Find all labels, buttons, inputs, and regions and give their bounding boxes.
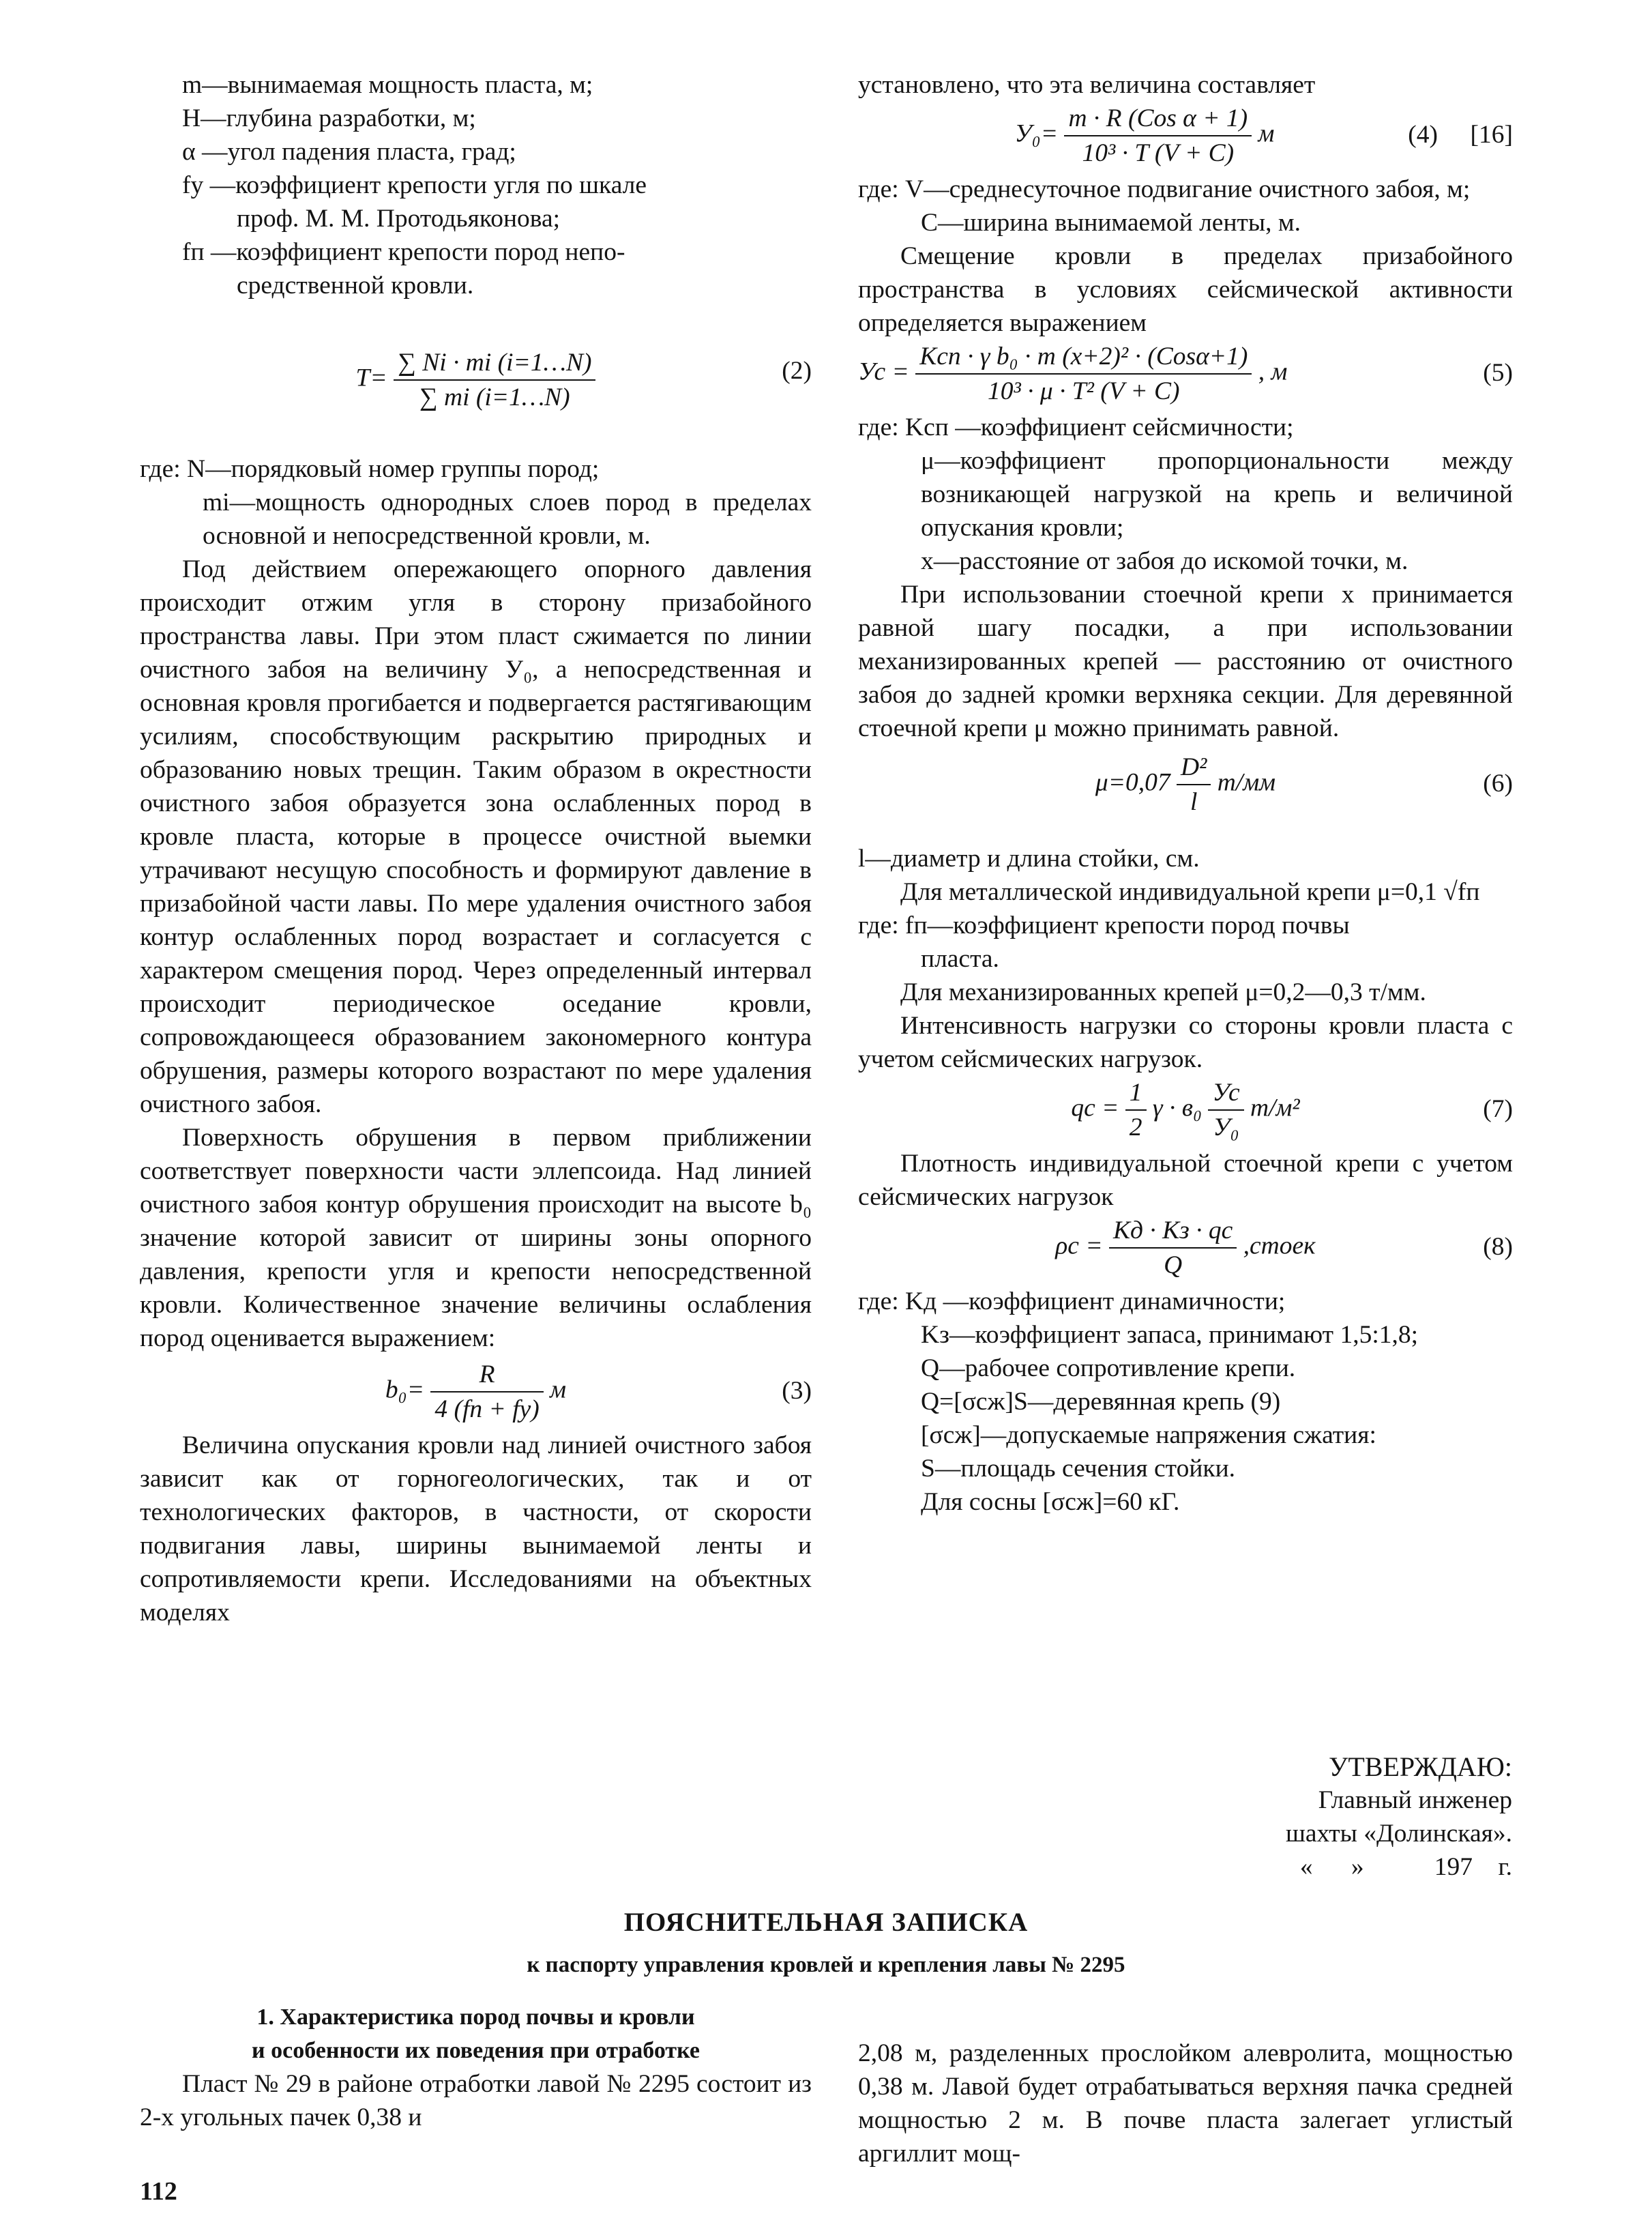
equation-6 (858, 750, 1513, 821)
eq7-unit: т/м² (1250, 1094, 1300, 1122)
eq7-lhs: qс = (1071, 1094, 1119, 1122)
equation-2 (140, 312, 812, 448)
eq5-unit: , м (1258, 358, 1288, 386)
def-line: H—глубина разработки, м; (182, 104, 476, 132)
where-line: где: N—порядковый номер группы пород; (140, 455, 600, 483)
eq8-fraction (1109, 1214, 1237, 1282)
approval-line-2: шахты «Долинская». (1285, 1820, 1512, 1848)
where-line: [σсж]—допускаемые напряжения сжатия: (921, 1421, 1376, 1449)
eq4-reference: [16] (1470, 121, 1513, 149)
eq4-fraction (1064, 102, 1252, 170)
approval-line-1: Главный инженер (1318, 1786, 1512, 1814)
section-subtitle: к паспорту управления кровлей и крепления лавы № 2295 (527, 1953, 1125, 1977)
where-line: C—ширина вынимаемой ленты, м. (921, 209, 1301, 237)
eq3-numerator: R (430, 1358, 543, 1393)
def-line: fу —коэффициент крепости угля по шкале (182, 171, 647, 199)
paragraph: Пласт № 29 в районе отработки лавой № 2295 состоит из 2-х угольных пачек 0,38 и (140, 2070, 812, 2131)
eq4-numerator: m · R (Cos α + 1) (1064, 102, 1252, 136)
def-line: m—вынимаемая мощность пласта, м; (182, 71, 593, 99)
eq2-lhs: T= (355, 364, 387, 392)
eq2-number: (2) (782, 357, 812, 385)
eq7-half-numerator: 1 (1125, 1076, 1147, 1111)
eq7-denominator: У₀ (1213, 1113, 1239, 1141)
def-line: проф. М. М. Протодьяконова; (237, 205, 561, 233)
where-line: x—расстояние от забоя до искомой точки, м. (921, 547, 1408, 575)
eq5-fraction (915, 340, 1252, 408)
def-line: fп —коэффициент крепости пород непо- (182, 238, 625, 266)
eq4-lhs: У₀= (1014, 119, 1059, 148)
eq3-number: (3) (782, 1377, 812, 1405)
eq7-middle: γ · в₀ (1152, 1094, 1203, 1122)
eq7-half-fraction (1125, 1076, 1147, 1144)
bottom-left-column (140, 2000, 812, 2134)
where-line: mi—мощность однородных слоев пород в пределах основной и непосредственной кровли, м. (203, 489, 812, 550)
right-column (858, 68, 1513, 1519)
eq5-numerator: Kсп · γ b₀ · m (x+2)² · (Cosα+1) (915, 340, 1252, 375)
eq6-unit: т/мм (1217, 768, 1276, 797)
eq4-denominator: 10³ · T (V + C) (1082, 139, 1235, 167)
approval-date-line: « » 197 г. (1299, 1853, 1512, 1881)
eq4-unit: м (1258, 119, 1275, 148)
eq4-number: (4) (1408, 121, 1438, 149)
eq8-number: (8) (1483, 1233, 1513, 1261)
equation-4 (858, 102, 1513, 173)
eq8-denominator: Q (1164, 1251, 1183, 1279)
where-line: пласта. (921, 945, 999, 973)
paragraph: 2,08 м, разделенных прослойком алевролита, мощностью 0,38 м. Лавой будет отрабатываться верхняя пачка средней мощностью 2 м. В почве пласта залегает углистый аргиллит мощ- (858, 2039, 1513, 2168)
eq8-numerator: Kд · Kз · qс (1109, 1214, 1237, 1249)
paragraph: Плотность индивидуальной стоечной крепи с учетом сейсмических нагрузок (858, 1150, 1513, 1211)
eq5-denominator: 10³ · μ · T² (V + C) (987, 377, 1180, 405)
paragraph: Для металлической индивидуальной крепи μ=0,1 √fп (900, 878, 1480, 906)
subsection-heading-2: и особенности их поведения при отработке (252, 2038, 700, 2063)
where-line: где: Kд —коэффициент динамичности; (858, 1287, 1286, 1315)
equation-3 (140, 1358, 812, 1429)
eq8-lhs: ρс = (1055, 1231, 1103, 1260)
paragraph: Поверхность обрушения в первом приближении соответствует поверхности части эллепсоида. Над линией очистного забоя контур обрушения происходит на высоте b₀ значение которой зависит от ширины зоны опорного давления, крепости угля и крепости непосредственной кровли. Количественное значение величины ослабления пород оценивается выражением: (140, 1124, 812, 1352)
paragraph: Под действием опережающего опорного давления происходит отжим угля в сторону призабойного пространства лавы. При этом пласт сжимается по линии очистного забоя на величину У₀, а непосредственная и основная кровля прогибается и подвергается растягивающим усилиям, способствующим раскрытию природных и образованию новых трещин. Таким образом в окрестности очистного забоя образуется зона ослабленных пород в кровле пласта, которые в процессе очистной выемки утрачивают несущую способность и формируют давление в призабойной части лавы. По мере удаления очистного забоя контур ослабленных пород возрастает и согласуется с характером смещения пород. Через определенный интервал происходит периодическое оседание кровли, сопровождающееся образованием закономерного контура обрушения, размеры которого возрастают по мере удаления очистного забоя. (140, 555, 812, 1118)
eq2-denominator: ∑ mi (i=1…N) (419, 383, 570, 411)
where-line: Kз—коэффициент запаса, принимают 1,5:1,8; (921, 1321, 1419, 1349)
eq6-lhs: μ=0,07 (1095, 768, 1170, 797)
equation-8 (858, 1214, 1513, 1285)
equation-7 (858, 1076, 1513, 1147)
eq6-fraction (1177, 750, 1211, 819)
eq5-lhs: Ус = (858, 358, 909, 386)
where-line: Q—рабочее сопротивление крепи. (921, 1354, 1296, 1382)
where-line: где: V—среднесуточное подвигание очистного забоя, м; (858, 175, 1471, 203)
eq3-unit: м (550, 1375, 567, 1404)
where-line: Q=[σсж]S—деревянная крепь (9) (921, 1388, 1281, 1416)
eq3-denominator: 4 (fп + fу) (434, 1395, 540, 1423)
paragraph: Интенсивность нагрузки со стороны кровли пласта с учетом сейсмических нагрузок. (858, 1012, 1513, 1073)
eq7-numerator: Ус (1208, 1076, 1243, 1111)
left-column (140, 68, 812, 1629)
page-number: 112 (140, 2177, 177, 2206)
paragraph: Для механизированных крепей μ=0,2—0,3 т/мм. (900, 978, 1426, 1006)
equation-5 (858, 340, 1513, 411)
paragraph: Смещение кровли в пределах призабойного пространства в условиях сейсмической активности определяется выражением (858, 242, 1513, 337)
where-line: где: fп—коэффициент крепости пород почвы (858, 912, 1350, 939)
def-line: α —угол падения пласта, град; (182, 138, 516, 166)
text-line: установлено, что эта величина составляет (858, 71, 1316, 99)
def-line: средственной кровли. (237, 272, 474, 300)
eq2-fraction (394, 346, 595, 414)
eq6-denominator: l (1190, 788, 1198, 816)
section-title: ПОЯСНИТЕЛЬНАЯ ЗАПИСКА (623, 1908, 1029, 1937)
paragraph: Величина опускания кровли над линией очистного забоя зависит как от горногеологических, так и от технологических факторов, в частности, от скорости подвигания лавы, ширины вынимаемой ленты и сопротивляемости крепи. Исследованиями на объектных моделях (140, 1431, 812, 1627)
where-line: μ—коэффициент пропорциональности между возникающей нагрузкой на крепь и величиной опускания кровли; (921, 447, 1513, 542)
paragraph: При использовании стоечной крепи x принимается равной шагу посадки, а при использовании механизированных крепей — расстоянию от очистного забоя до задней кромки верхняка секции. Для деревянной стоечной крепи μ можно принимать равной. (858, 581, 1513, 742)
where-line: где: Kсп —коэффициент сейсмичности; (858, 413, 1294, 441)
eq7-fraction (1208, 1076, 1243, 1144)
eq5-number: (5) (1483, 359, 1513, 387)
eq2-numerator: ∑ Ni · mi (i=1…N) (394, 346, 595, 381)
eq7-number: (7) (1483, 1095, 1513, 1123)
eq3-lhs: b₀= (385, 1375, 424, 1404)
eq6-numerator: D² (1177, 750, 1211, 785)
bottom-right-column (858, 2037, 1513, 2170)
eq6-number: (6) (1483, 770, 1513, 798)
subsection-heading-1: 1. Характеристика пород почвы и кровли (256, 2004, 695, 2030)
eq8-unit: ,стоек (1243, 1231, 1316, 1260)
where-line: Для сосны [σсж]=60 кГ. (921, 1488, 1180, 1516)
where-line: S—площадь сечения стойки. (921, 1455, 1236, 1483)
eq3-fraction (430, 1358, 543, 1426)
definition-list-top (140, 68, 812, 302)
eq7-half-denominator: 2 (1129, 1113, 1142, 1141)
text-line: l—диаметр и длина стойки, см. (858, 845, 1200, 873)
approval-title: УТВЕРЖДАЮ: (1329, 1751, 1512, 1782)
